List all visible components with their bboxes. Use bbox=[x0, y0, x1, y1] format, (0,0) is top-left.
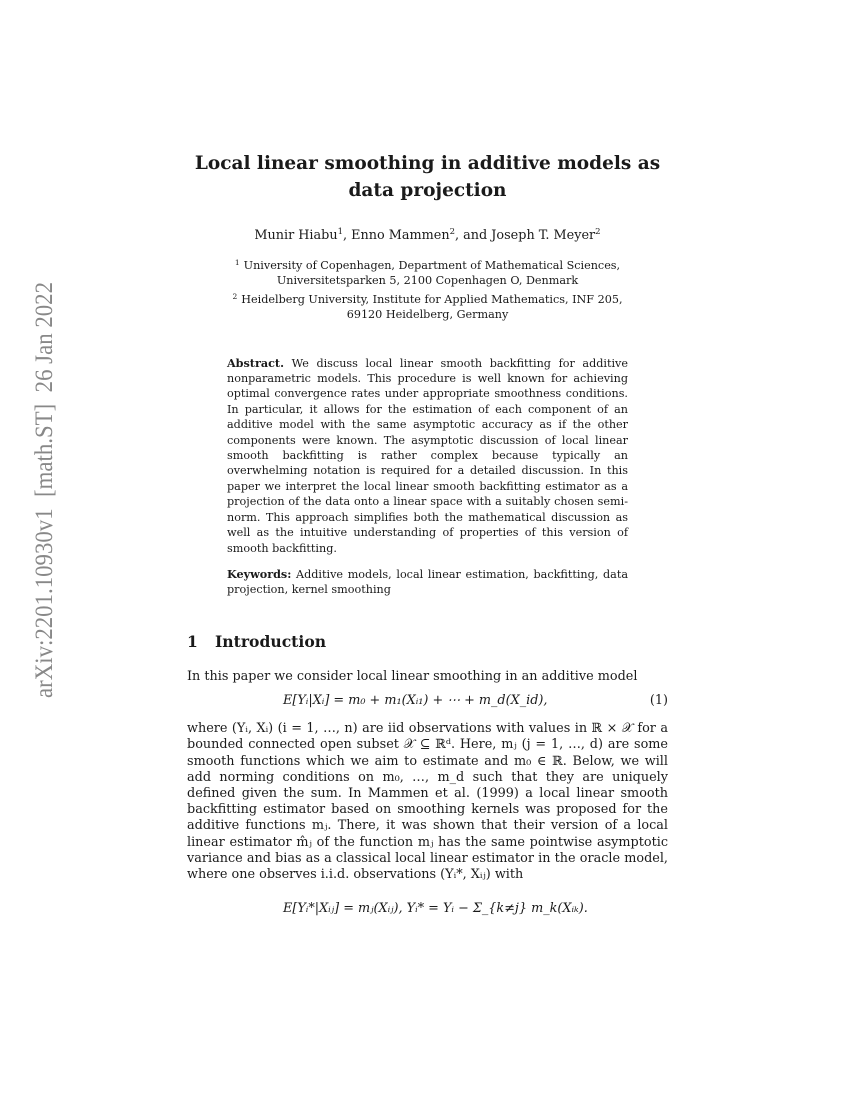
equation-2-body: E[Yᵢ*|Xᵢⱼ] = mⱼ(Xᵢⱼ), Yᵢ* = Yᵢ − Σ_{k≠j} m_k(Xᵢₖ). bbox=[283, 901, 588, 917]
affiliation-number: 2 bbox=[232, 291, 238, 301]
author-affil-mark: 2 bbox=[449, 227, 455, 237]
keywords-text: Additive models, local linear estimation, backfitting, data projection, kernel smoothing bbox=[227, 567, 629, 597]
author-affil-mark: 1 bbox=[337, 227, 344, 237]
keywords bbox=[227, 567, 628, 598]
abstract-text: We discuss local linear smooth backfitting for additive nonparametric models. This procedure is well known for achieving optimal convergence rates under appropriate smoothness conditions. In particular, it allows for the estimation of each component of an additive model with the same asymptotic accuracy as if the other components were known. The asymptotic discussion of local linear smooth backfitting is rather complex because typically an overwhelming notation is required for a detailed discussion. In this paper we interpret the local linear smooth backfitting estimator as a projection of the data onto a linear space with a suitably chosen semi-norm. This approach simplifies both the mathematical discussion as well as the intuitive understanding of properties of this version of smooth backfitting. bbox=[227, 356, 629, 555]
affiliation-line: Universitetsparken 5, 2100 Copenhagen O, Denmark bbox=[276, 274, 579, 288]
section-heading bbox=[187, 632, 668, 651]
equation-1 bbox=[187, 691, 668, 713]
section-title: Introduction bbox=[215, 631, 327, 651]
author-name: Joseph T. Meyer bbox=[491, 228, 596, 243]
abstract bbox=[227, 356, 628, 556]
author-affil-mark: 2 bbox=[595, 227, 601, 237]
affiliation-line: Heidelberg University, Institute for Applied Mathematics, INF 205, bbox=[241, 292, 623, 306]
author-name: Munir Hiabu bbox=[254, 228, 338, 243]
paper-title bbox=[187, 150, 668, 204]
affiliation-1 bbox=[187, 255, 668, 273]
equation-2 bbox=[187, 895, 668, 929]
intro-paragraph: In this paper we consider local linear smoothing in an additive model bbox=[187, 668, 638, 684]
section-number: 1 bbox=[187, 631, 198, 651]
keywords-label: Keywords: bbox=[227, 566, 292, 581]
abstract-label: Abstract. bbox=[227, 355, 284, 370]
equation-1-body: E[Yᵢ|Xᵢ] = m₀ + m₁(Xᵢ₁) + ⋯ + m_d(X_id), bbox=[283, 693, 548, 709]
author-name: Enno Mammen bbox=[351, 228, 450, 243]
affiliation-line: 69120 Heidelberg, Germany bbox=[346, 308, 509, 322]
title-line-2: data projection bbox=[348, 180, 507, 201]
arxiv-identifier-stamp bbox=[22, 233, 62, 700]
arxiv-id-text: arXiv:2201.10930v1 [math.ST] 26 Jan 2022 bbox=[29, 233, 58, 698]
affiliation-line: University of Copenhagen, Department of Mathematical Sciences, bbox=[243, 259, 621, 272]
affiliation-2 bbox=[187, 289, 668, 307]
equation-number: (1) bbox=[649, 693, 668, 709]
body-paragraph: where (Yᵢ, Xᵢ) (i = 1, …, n) are iid observations with values in ℝ × 𝒳 for a bounded connected open subset 𝒳 ⊆ ℝᵈ. Here, mⱼ (j = 1, …, d) are some smooth functions which we aim to estimate and m₀ ∈ ℝ. Below, we will add norming conditions on m₀, …, m_d such that they are uniquely defined given the sum. In Mammen et al. (1999) a local linear smooth backfitting estimator based on smoothing kernels was proposed for the additive functions mⱼ. There, it was shown that their version of a local linear estimator m̂ⱼ of the function mⱼ has the same pointwise asymptotic variance and bias as a classical local linear estimator in the oracle model, where one observes i.i.d. observations (Yᵢ*, Xᵢⱼ) with bbox=[187, 721, 668, 882]
paper-page bbox=[187, 150, 668, 929]
author-separator: , and bbox=[455, 228, 492, 243]
affiliation-number: 1 bbox=[234, 258, 240, 267]
author-list bbox=[187, 228, 668, 243]
affiliations bbox=[187, 255, 668, 323]
author-separator: , bbox=[343, 228, 352, 243]
title-line-1: Local linear smoothing in additive models as bbox=[194, 153, 661, 174]
